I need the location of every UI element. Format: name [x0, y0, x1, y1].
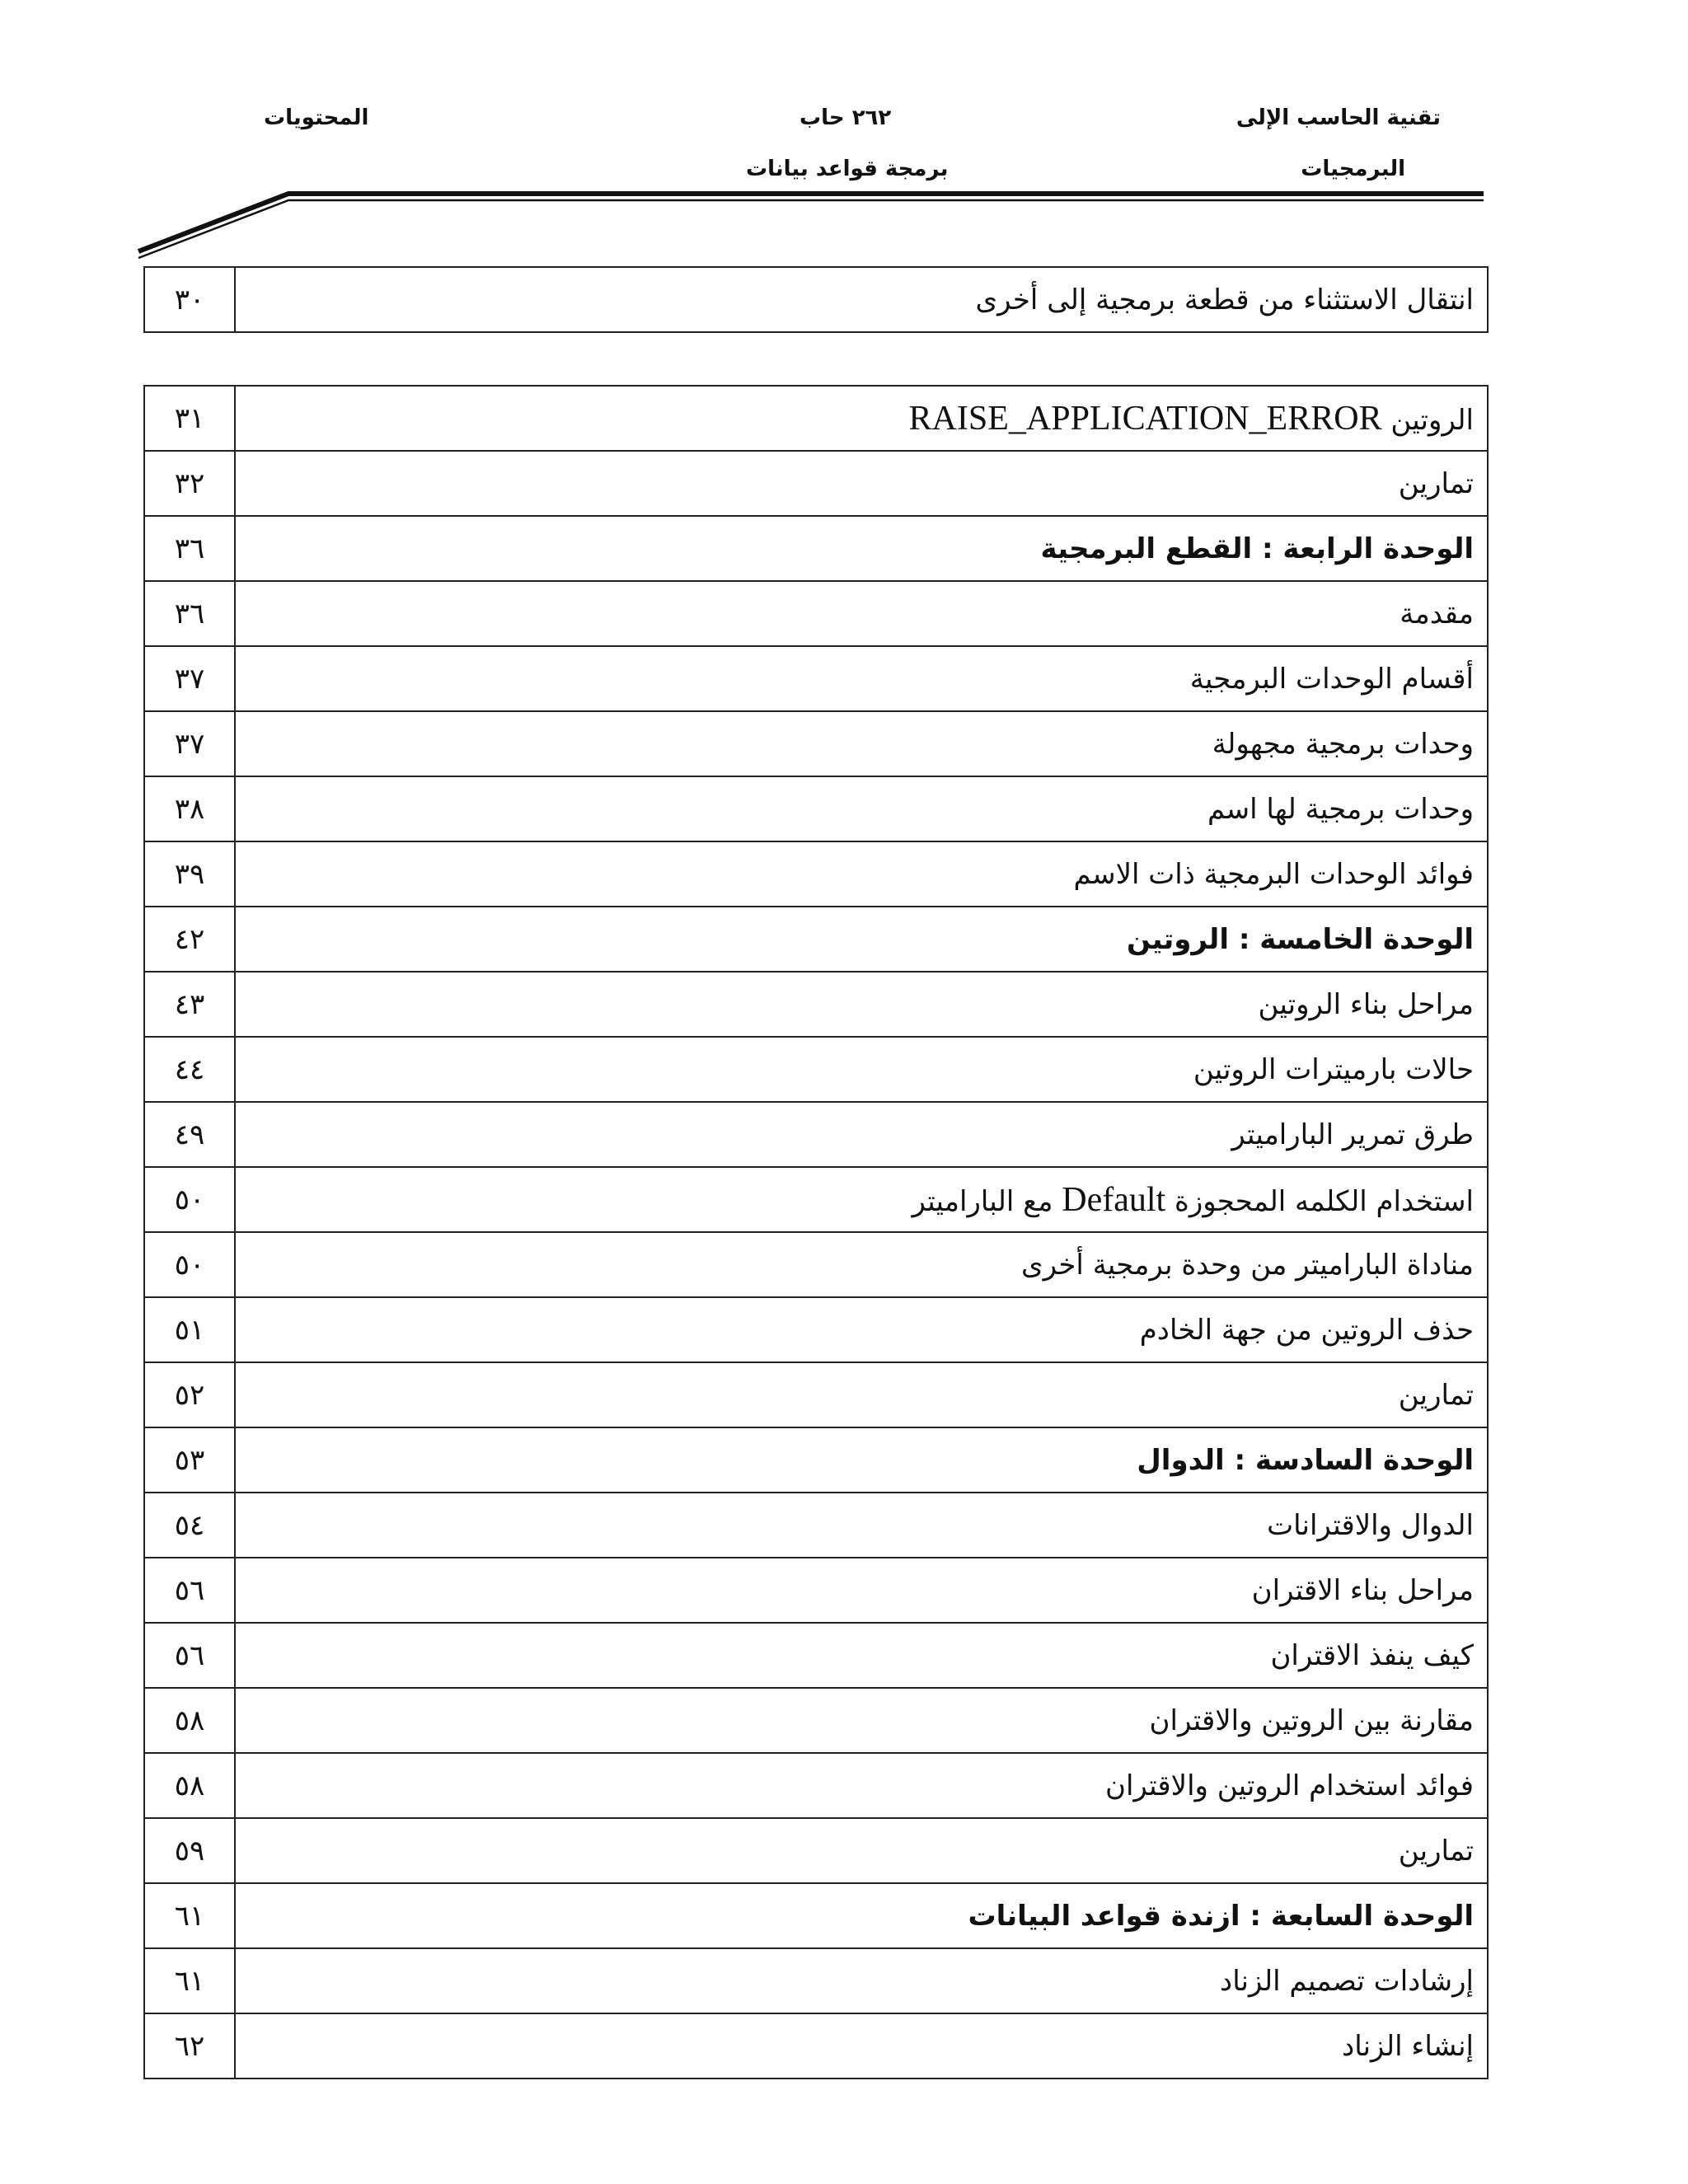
- toc-entry-title: انتقال الاستثناء من قطعة برمجية إلى أخرى: [235, 267, 1488, 332]
- toc-page-number: ٥٢: [144, 1362, 235, 1427]
- toc-entry-title: إنشاء الزناد: [235, 2013, 1488, 2079]
- toc-unit-heading: الوحدة السابعة : ازندة قواعد البيانات: [235, 1883, 1488, 1948]
- toc-page-number: ٣٢: [144, 451, 235, 516]
- toc-row: [144, 1818, 1488, 1883]
- toc-entry-title: الروتين RAISE_APPLICATION_ERROR: [235, 386, 1488, 451]
- toc-entry-title: الدوال والاقترانات: [235, 1493, 1488, 1558]
- toc-page-number: ٥١: [144, 1297, 235, 1362]
- toc-page-number: ٥٠: [144, 1232, 235, 1297]
- toc-entry-title: فوائد الوحدات البرمجية ذات الاسم: [235, 841, 1488, 907]
- toc-row: [144, 1037, 1488, 1102]
- toc-row: [144, 1493, 1488, 1558]
- toc-page-number: ٤٩: [144, 1102, 235, 1167]
- header-divider-rule: [132, 185, 1484, 260]
- toc-page-number: ٥٦: [144, 1558, 235, 1623]
- toc-row: [144, 1362, 1488, 1427]
- toc-page-number: ٥٣: [144, 1427, 235, 1493]
- toc-row: [144, 581, 1488, 646]
- toc-row: [144, 711, 1488, 776]
- toc-row: [144, 1232, 1488, 1297]
- toc-row: [144, 972, 1488, 1037]
- toc-page-number: ٣٦: [144, 581, 235, 646]
- toc-table-main: [143, 385, 1489, 2079]
- header-course-code: ٢٦٢ حاب: [799, 105, 892, 130]
- toc-row: [144, 1558, 1488, 1623]
- toc-row: [144, 907, 1488, 972]
- toc-page-number: ٤٣: [144, 972, 235, 1037]
- toc-row: [144, 1688, 1488, 1753]
- toc-page-number: ٥٨: [144, 1688, 235, 1753]
- toc-page-number: ٥٨: [144, 1753, 235, 1818]
- toc-entry-title: استخدام الكلمه المحجوزة Default مع الباراميتر: [235, 1167, 1488, 1232]
- header-contents: المحتويات: [264, 105, 369, 130]
- toc-page-number: ٥٦: [144, 1623, 235, 1688]
- toc-entry-title: كيف ينفذ الاقتران: [235, 1623, 1488, 1688]
- toc-row: [144, 451, 1488, 516]
- toc-entry-title: وحدات برمجية مجهولة: [235, 711, 1488, 776]
- toc-page-number: ٣٧: [144, 711, 235, 776]
- toc-row: [144, 1623, 1488, 1688]
- toc-entry-title: إرشادات تصميم الزناد: [235, 1948, 1488, 2013]
- toc-entry-title: أقسام الوحدات البرمجية: [235, 646, 1488, 711]
- toc-unit-heading: الوحدة الرابعة : القطع البرمجية: [235, 516, 1488, 581]
- toc-row: [144, 1753, 1488, 1818]
- toc-page-number: ٣٧: [144, 646, 235, 711]
- toc-unit-heading: الوحدة السادسة : الدوال: [235, 1427, 1488, 1493]
- toc-entry-title: مقدمة: [235, 581, 1488, 646]
- toc-row: [144, 1427, 1488, 1493]
- header-department: تقنية الحاسب الإلى: [1236, 105, 1441, 130]
- toc-row: [144, 1167, 1488, 1232]
- toc-entry-title: مراحل بناء الاقتران: [235, 1558, 1488, 1623]
- toc-entry-title: وحدات برمجية لها اسم: [235, 776, 1488, 841]
- toc-entry-title: مراحل بناء الروتين: [235, 972, 1488, 1037]
- toc-entry-title: طرق تمرير الباراميتر: [235, 1102, 1488, 1167]
- toc-page-number: ٣١: [144, 386, 235, 451]
- toc-page-number: ٤٢: [144, 907, 235, 972]
- toc-entry-title: فوائد استخدام الروتين والاقتران: [235, 1753, 1488, 1818]
- toc-page-number: ٦١: [144, 1948, 235, 2013]
- toc-page-number: ٥٩: [144, 1818, 235, 1883]
- toc-unit-heading: الوحدة الخامسة : الروتين: [235, 907, 1488, 972]
- toc-row: [144, 516, 1488, 581]
- toc-row: [144, 386, 1488, 451]
- toc-row: [144, 2013, 1488, 2079]
- toc-page-number: ٣٨: [144, 776, 235, 841]
- header-course-title: برمجة قواعد بيانات: [746, 157, 949, 181]
- toc-row: [144, 267, 1488, 332]
- toc-row: [144, 776, 1488, 841]
- toc-row: [144, 841, 1488, 907]
- toc-table-top: [143, 266, 1489, 333]
- toc-entry-title: حالات بارميترات الروتين: [235, 1037, 1488, 1102]
- toc-entry-title: مقارنة بين الروتين والاقتران: [235, 1688, 1488, 1753]
- toc-entry-title: تمارين: [235, 1818, 1488, 1883]
- toc-page-number: ٣٩: [144, 841, 235, 907]
- toc-page-number: ٥٠: [144, 1167, 235, 1232]
- toc-page-number: ٦٢: [144, 2013, 235, 2079]
- toc-entry-title: مناداة الباراميتر من وحدة برمجية أخرى: [235, 1232, 1488, 1297]
- toc-entry-title: حذف الروتين من جهة الخادم: [235, 1297, 1488, 1362]
- toc-entry-title: تمارين: [235, 1362, 1488, 1427]
- toc-page-number: ٤٤: [144, 1037, 235, 1102]
- toc-row: [144, 646, 1488, 711]
- toc-page-number: ٣٠: [144, 267, 235, 332]
- toc-row: [144, 1948, 1488, 2013]
- toc-row: [144, 1102, 1488, 1167]
- toc-entry-title: تمارين: [235, 451, 1488, 516]
- toc-row: [144, 1883, 1488, 1948]
- toc-page-number: ٣٦: [144, 516, 235, 581]
- header-specialty: البرمجيات: [1301, 157, 1405, 181]
- toc-page-number: ٥٤: [144, 1493, 235, 1558]
- toc-page-number: ٦١: [144, 1883, 235, 1948]
- toc-row: [144, 1297, 1488, 1362]
